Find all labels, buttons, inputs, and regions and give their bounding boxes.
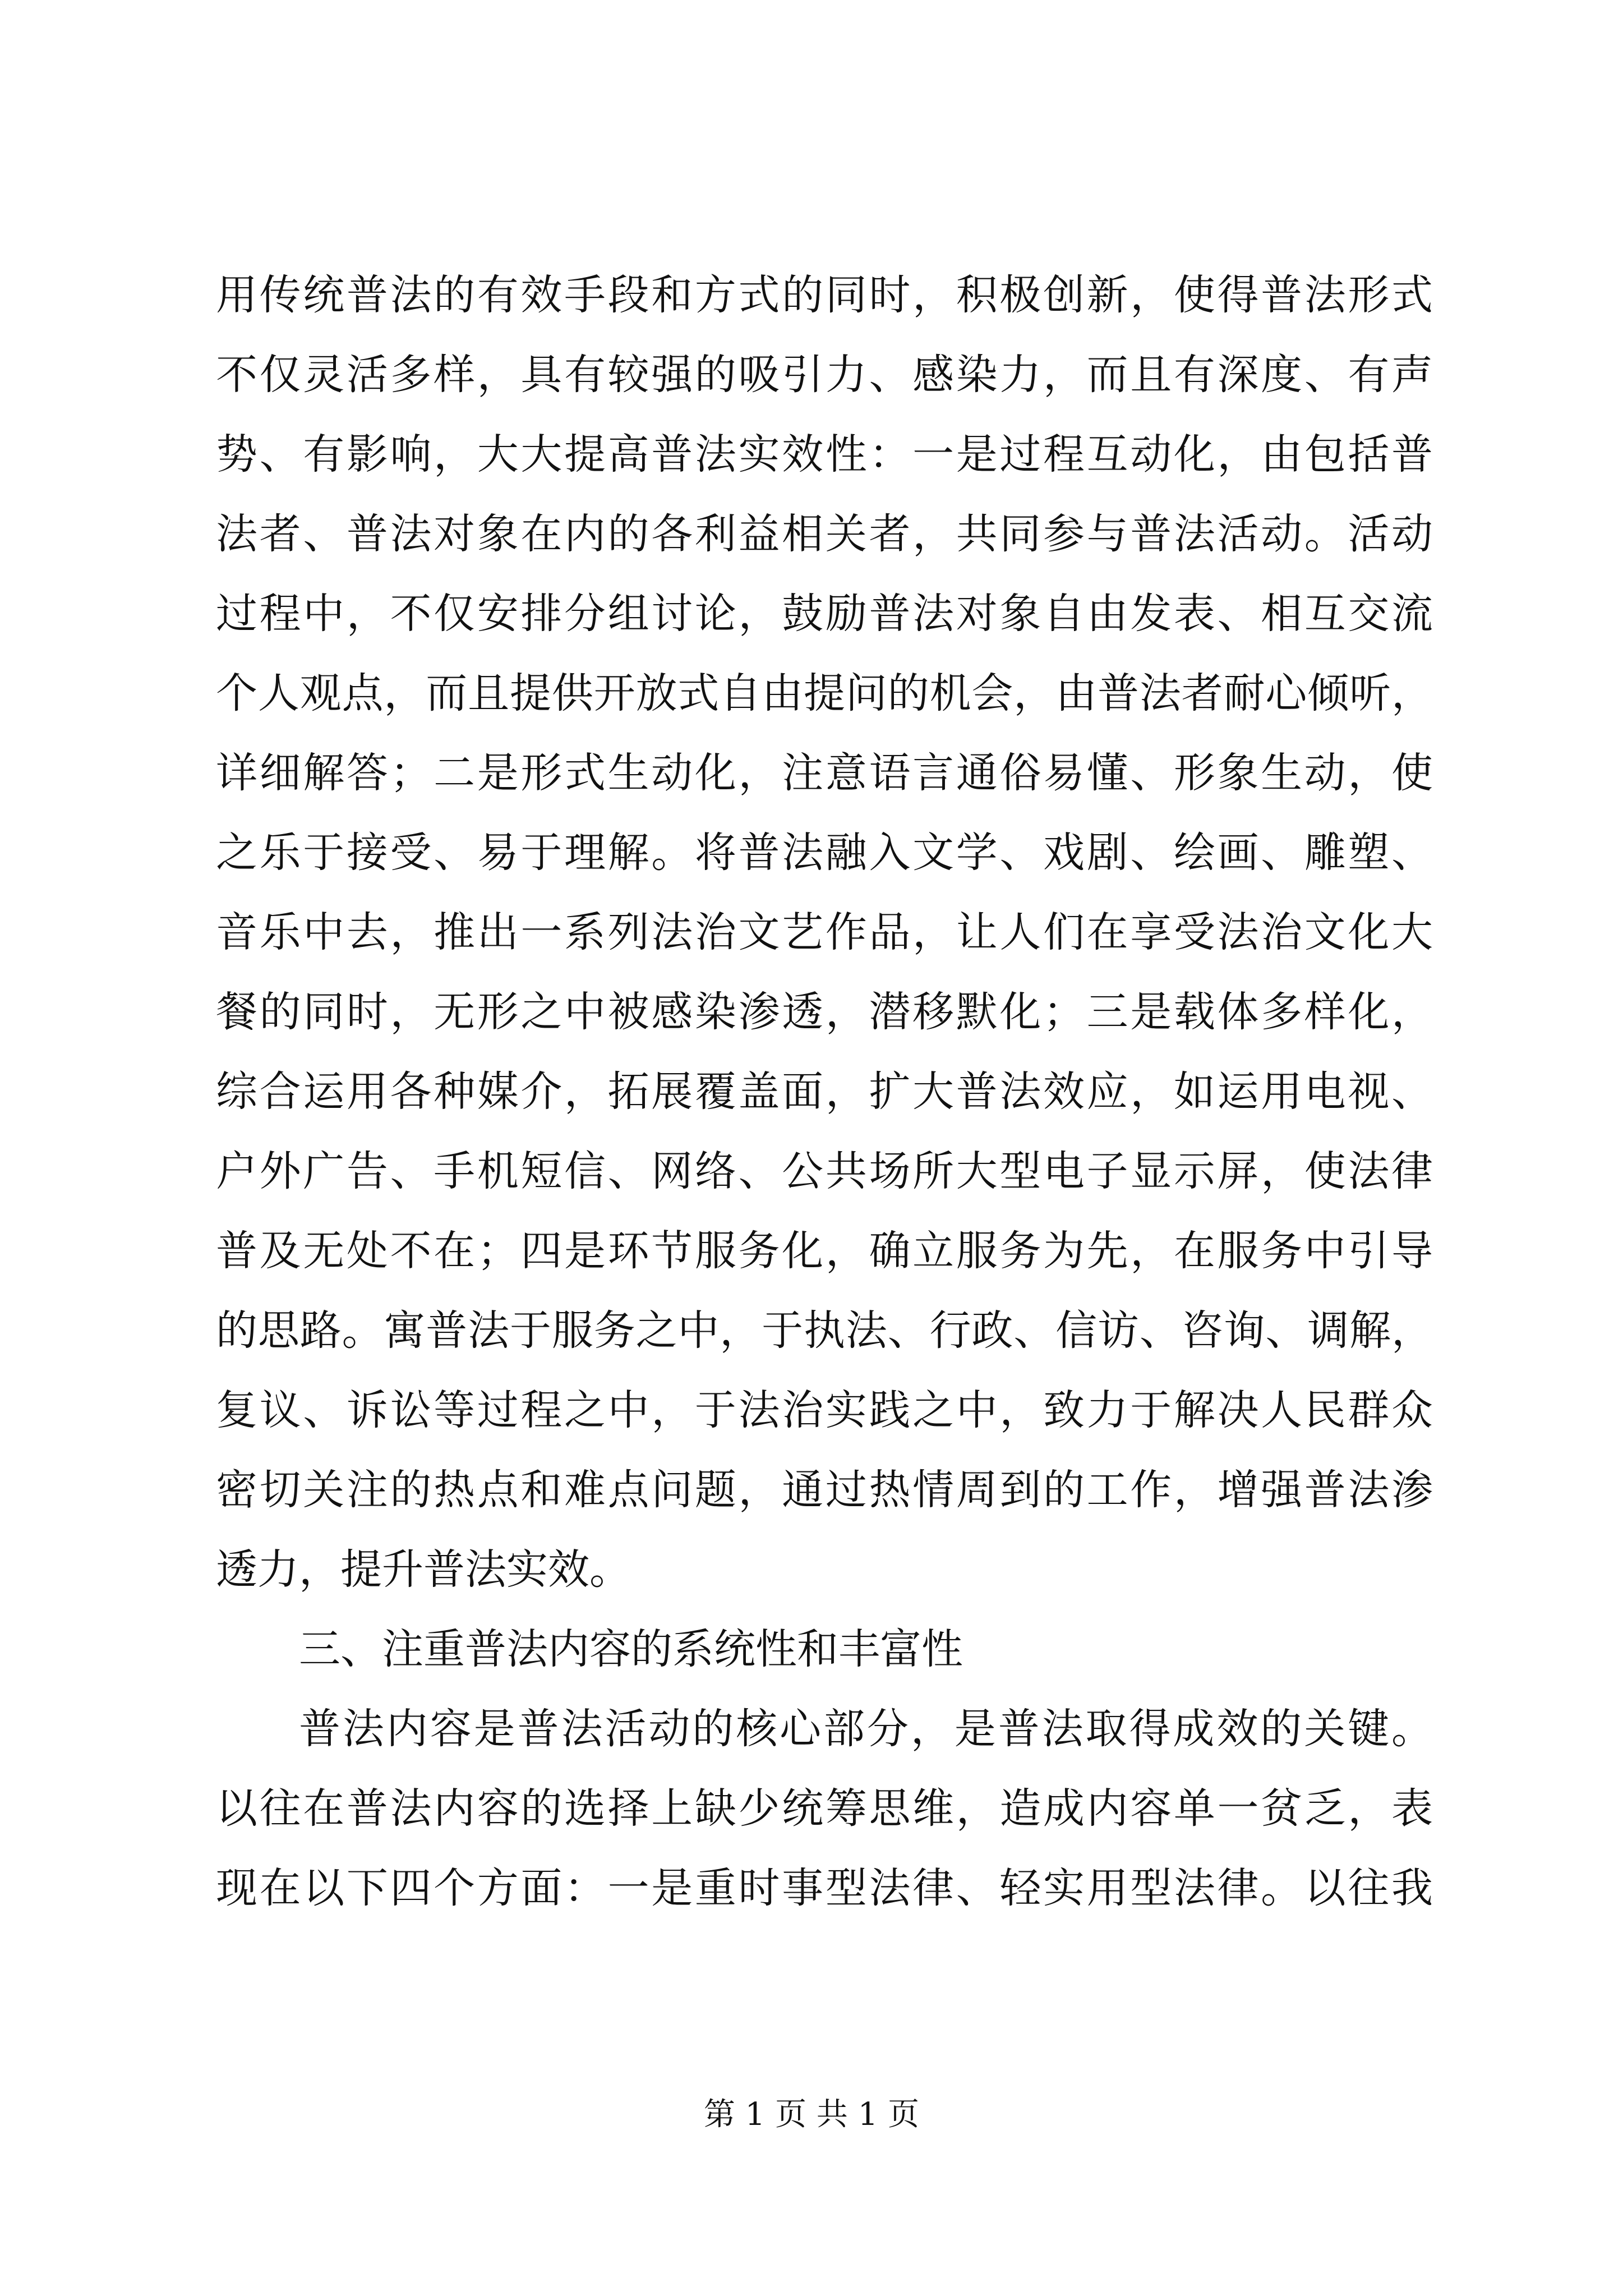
text-line: 以往在普法内容的选择上缺少统筹思维，造成内容单一贫乏，表 — [216, 1784, 1433, 1833]
text-line: 复议、诉讼等过程之中，于法治实践之中，致力于解决人民群众 — [216, 1386, 1433, 1434]
text-line: 详细解答；二是形式生动化，注意语言通俗易懂、形象生动，使 — [216, 749, 1433, 797]
page-footer: 第 1 页 共 1 页 — [703, 2096, 920, 2133]
text-line: 之乐于接受、易于理解。将普法融入文学、戏剧、绘画、雕塑、 — [216, 829, 1433, 877]
text-line: 个人观点，而且提供开放式自由提问的机会，由普法者耐心倾听， — [216, 669, 1433, 717]
text-line: 综合运用各种媒介，拓展覆盖面，扩大普法效应，如运用电视、 — [216, 1068, 1433, 1116]
text-line: 音乐中去，推出一系列法治文艺作品，让人们在享受法治文化大 — [216, 908, 1433, 956]
text-line: 势、有影响，大大提高普法实效性：一是过程互动化，由包括普 — [216, 430, 1433, 478]
text-line: 用传统普法的有效手段和方式的同时，积极创新，使得普法形式 — [216, 271, 1433, 319]
text-line: 现在以下四个方面：一是重时事型法律、轻实用型法律。以往我 — [216, 1864, 1433, 1912]
text-line: 不仅灵活多样，具有较强的吸引力、感染力，而且有深度、有声 — [216, 351, 1433, 399]
text-line: 普及无处不在；四是环节服务化，确立服务为先，在服务中引导 — [216, 1227, 1433, 1275]
body-text — [216, 255, 1433, 1928]
text-line: 的思路。寓普法于服务之中，于执法、行政、信访、咨询、调解， — [216, 1306, 1433, 1355]
text-line: 户外广告、手机短信、网络、公共场所大型电子显示屏，使法律 — [216, 1147, 1433, 1195]
paragraph-first-line: 三、注重普法内容的系统性和丰富性 — [299, 1625, 963, 1673]
paragraph-first-line: 普法内容是普法活动的核心部分，是普法取得成效的关键。 — [299, 1705, 1433, 1753]
text-line: 密切关注的热点和难点问题，通过热情周到的工作，增强普法渗 — [216, 1466, 1433, 1514]
text-line: 透力，提升普法实效。 — [216, 1545, 631, 1594]
text-line: 过程中，不仅安排分组讨论，鼓励普法对象自由发表、相互交流 — [216, 590, 1433, 638]
text-line: 法者、普法对象在内的各利益相关者，共同参与普法活动。活动 — [216, 510, 1433, 558]
text-line: 餐的同时，无形之中被感染渗透，潜移默化；三是载体多样化， — [216, 988, 1433, 1036]
